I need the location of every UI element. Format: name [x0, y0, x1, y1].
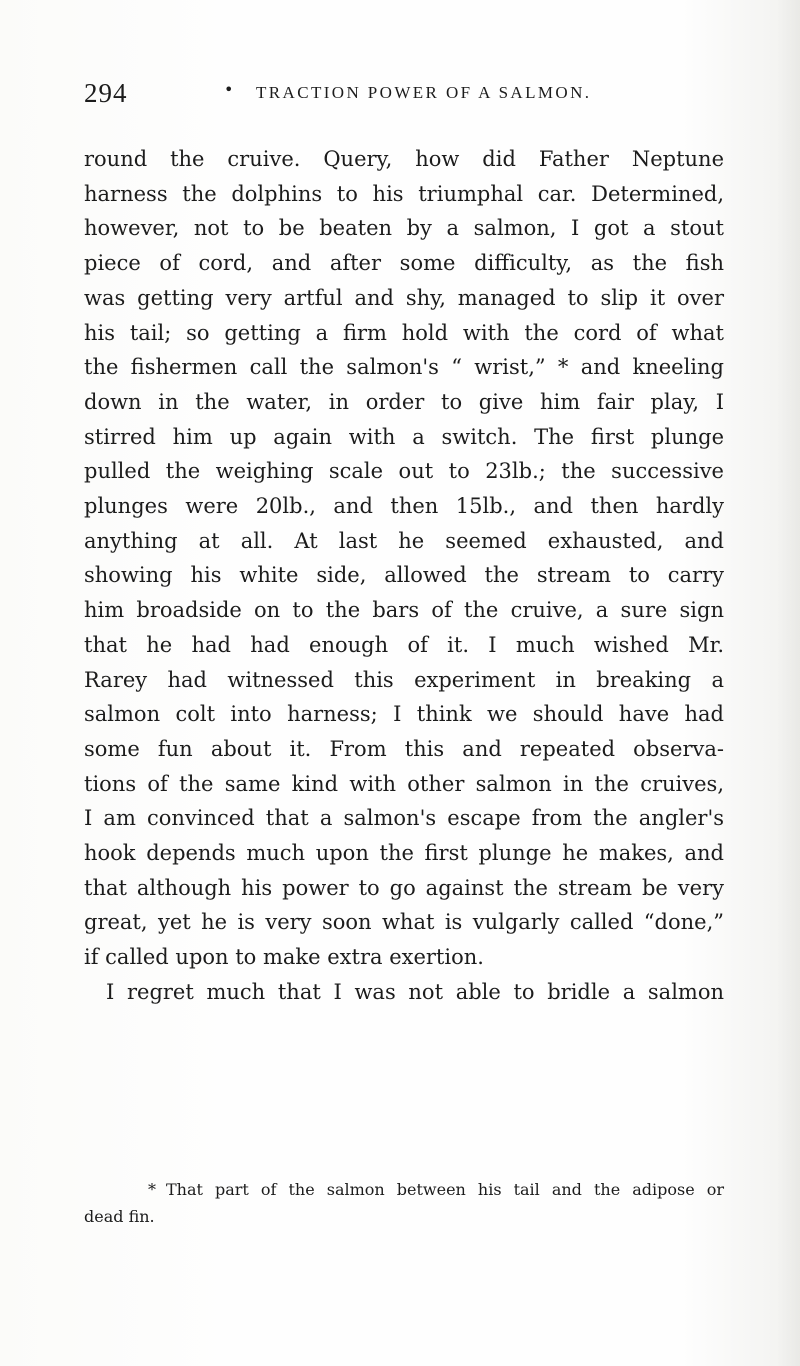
text-line: however, not to be beaten by a salmon, I got a stout	[84, 216, 724, 241]
text-line: some fun about it. From this and repeated observa-	[84, 736, 724, 761]
text-line: was getting very artful and shy, managed to slip it over	[84, 285, 724, 310]
text-line: down in the water, in order to give him fair play, I	[84, 389, 724, 414]
text-line: hook depends much upon the first plunge he makes, and	[84, 841, 724, 866]
footnote	[84, 1176, 724, 1230]
text-line: the fishermen call the salmon's “ wrist,” * and kneeling	[84, 355, 724, 380]
text-line: harness the dolphins to his triumphal car. Determined,	[84, 181, 724, 206]
running-head: TRACTION POWER OF A SALMON.	[256, 83, 592, 102]
text-line: tions of the same kind with other salmon in the cruives,	[84, 771, 724, 796]
text-line: anything at all. At last he seemed exhausted, and	[84, 528, 724, 553]
text-line: showing his white side, allowed the stream to carry	[84, 563, 724, 588]
text-line: that although his power to go against the stream be very	[84, 875, 724, 900]
footnote-text: That part of the salmon between his tail and the adipose or	[166, 1180, 724, 1199]
page-number: 294	[84, 78, 128, 108]
header-bullet: •	[224, 80, 234, 99]
paragraph-start-line: I regret much that I was not able to bridle a salmon	[106, 979, 724, 1004]
text-line: stirred him up again with a switch. The first plunge	[84, 424, 724, 449]
text-line: plunges were 20lb., and then 15lb., and then hardly	[84, 494, 724, 519]
text-line: piece of cord, and after some difficulty, as the fish	[84, 251, 724, 276]
text-line: I am convinced that a salmon's escape from the angler's	[84, 806, 724, 831]
footnote-line	[84, 1176, 724, 1203]
footnote-line: dead fin.	[84, 1207, 155, 1226]
text-line: pulled the weighing scale out to 23lb.; the successive	[84, 459, 724, 484]
text-line: him broadside on to the bars of the cruive, a sure sign	[84, 598, 724, 623]
page-header	[84, 78, 724, 118]
footnote-marker: *	[148, 1180, 156, 1199]
text-line: his tail; so getting a firm hold with the cord of what	[84, 320, 724, 345]
text-line: great, yet he is very soon what is vulgarly called “done,”	[84, 910, 724, 935]
paragraph-end-line: if called upon to make extra exertion.	[84, 945, 484, 970]
text-line: that he had had enough of it. I much wished Mr.	[84, 632, 724, 657]
text-line: salmon colt into harness; I think we should have had	[84, 702, 724, 727]
text-line: round the cruive. Query, how did Father Neptune	[84, 147, 724, 171]
body-text	[84, 142, 724, 1010]
text-line: Rarey had witnessed this experiment in breaking a	[84, 667, 724, 692]
